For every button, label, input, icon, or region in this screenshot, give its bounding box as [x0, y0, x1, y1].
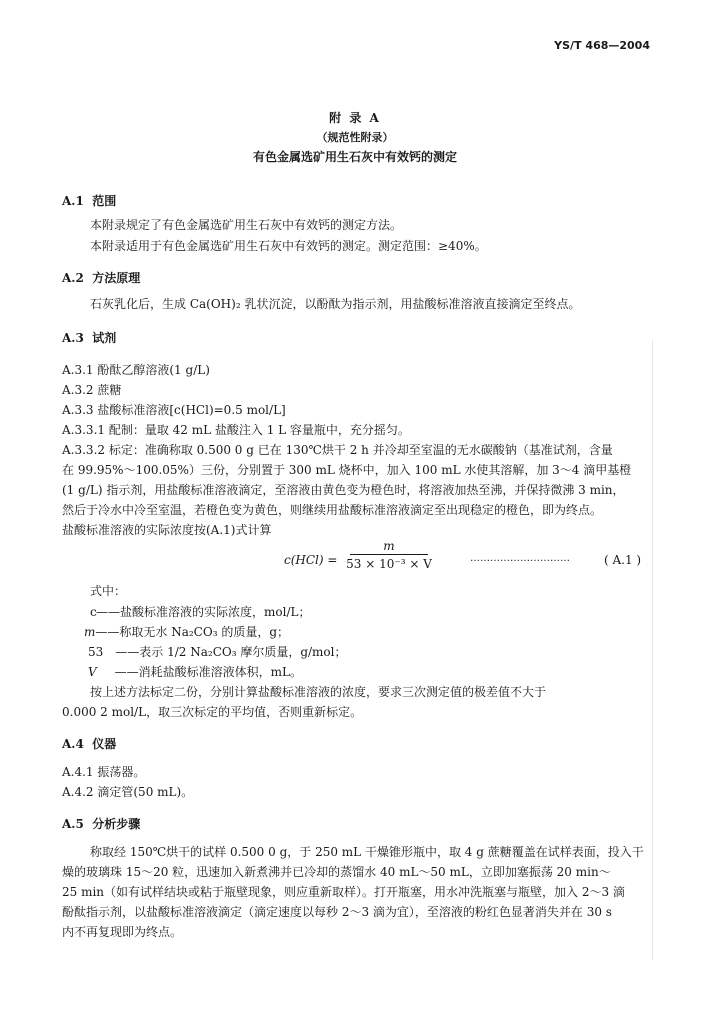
formula-fraction — [344, 540, 434, 570]
variable-row — [84, 626, 289, 638]
annex-type: （规范性附录） — [316, 131, 394, 144]
section-number: A.1 — [62, 194, 84, 208]
section-heading-a5 — [62, 818, 140, 830]
section-number: A.5 — [62, 817, 84, 831]
section-title: 方法原理 — [92, 271, 141, 285]
reagent-item: A.3.1 酚酞乙醇溶液(1 g/L) — [62, 363, 210, 377]
paragraph-line: 然后于冷水中冷至室温，若橙色变为黄色，则继续用盐酸标准溶液滴定至出现稳定的橙色，即为终点。 — [62, 503, 603, 517]
section-heading-a1 — [62, 195, 116, 207]
instrument-item: A.4.1 振荡器。 — [62, 765, 146, 779]
section-title: 仪器 — [92, 737, 117, 751]
instrument-item: A.4.2 滴定管(50 mL)。 — [62, 785, 194, 799]
paragraph-line: 本附录适用于有色金属选矿用生石灰中有效钙的测定。测定范围：≥40%。 — [90, 239, 487, 253]
variable-description: ——称取无水 Na₂CO₃ 的质量，g； — [95, 625, 289, 639]
paragraph-line: 按上述方法标定二份，分别计算盐酸标准溶液的浓度，要求三次测定值的极差值不大于 — [90, 685, 547, 699]
section-heading-a4 — [62, 738, 116, 750]
paragraph-line: 本附录规定了有色金属选矿用生石灰中有效钙的测定方法。 — [90, 218, 403, 232]
formula-leader-dots: ………………………… — [470, 553, 570, 564]
standard-number: YS/T 468—2004 — [554, 39, 650, 52]
section-title: 试剂 — [92, 331, 117, 345]
variable-row — [88, 666, 302, 678]
paragraph-line: (1 g/L) 指示剂，用盐酸标准溶液滴定，至溶液由黄色变为橙色时，将溶液加热至沸，并保持微沸 3 min， — [62, 483, 625, 497]
variable-symbol: V — [88, 665, 97, 679]
paragraph-line: 燥的玻璃珠 15～20 粒，迅速加入新煮沸并已冷却的蒸馏水 40 mL～50 mL，立即加塞振荡 20 min～ — [62, 865, 611, 879]
reagent-item: A.3.3.1 配制：量取 42 mL 盐酸注入 1 L 容量瓶中，充分摇匀。 — [62, 423, 410, 437]
reagent-item: A.3.2 蔗糖 — [62, 383, 122, 397]
variable-description: ——表示 1/2 Na₂CO₃ 摩尔质量，g/mol； — [115, 645, 347, 659]
formula-lhs: c(HCl) = — [284, 553, 338, 567]
formula-denominator: 53 × 10⁻³ × V — [346, 557, 432, 571]
variable-row: c——盐酸标准溶液的实际浓度，mol/L； — [90, 605, 311, 619]
reagent-item: A.3.3 盐酸标准溶液[c(HCl)=0.5 mol/L] — [62, 403, 286, 417]
paragraph-line: 25 min（如有试样结块或粘于瓶壁现象，则应重新取样）。打开瓶塞，用水冲洗瓶塞与瓶壁，加入 2～3 滴 — [62, 885, 625, 899]
variable-symbol: m — [84, 625, 96, 639]
paragraph-line: 称取经 150℃烘干的试样 0.500 0 g，于 250 mL 干燥锥形瓶中，取 4 g 蔗糖覆盖在试样表面，投入干 — [90, 845, 644, 859]
variable-symbol: 53 — [88, 645, 104, 659]
paragraph-line: 0.000 2 mol/L，取三次标定的平均值，否则重新标定。 — [62, 705, 363, 719]
formula-numerator: m — [383, 539, 395, 553]
variable-description: ——盐酸标准溶液的实际浓度，mol/L； — [96, 605, 311, 619]
where-label: 式中： — [90, 584, 127, 598]
paragraph-line: A.3.3.2 标定：准确称取 0.500 0 g 已在 130℃烘干 2 h 并冷却至室温的无水碳酸钠（基准试剂，含量 — [62, 443, 613, 457]
scan-edge-line — [652, 340, 653, 960]
annex-title: 有色金属选矿用生石灰中有效钙的测定 — [252, 150, 457, 164]
section-number: A.4 — [62, 737, 84, 751]
variable-description: ——消耗盐酸标准溶液体积，mL。 — [114, 665, 303, 679]
section-heading-a3 — [62, 332, 116, 344]
section-title: 范围 — [92, 194, 117, 208]
paragraph-line: 盐酸标准溶液的实际浓度按(A.1)式计算 — [62, 523, 272, 537]
paragraph-line: 石灰乳化后，生成 Ca(OH)₂ 乳状沉淀，以酚酞为指示剂，用盐酸标准溶液直接滴定至终点。 — [90, 297, 581, 311]
paragraph-line: 在 99.95%～100.05%）三份，分别置于 300 mL 烧杯中，加入 100 mL 水使其溶解，加 3～4 滴甲基橙 — [62, 463, 632, 477]
paragraph-line: 酚酞指示剂，以盐酸标准溶液滴定（滴定速度以每秒 2～3 滴为宜），至溶液的粉红色显著消失并在 30 s — [62, 905, 612, 919]
paragraph-line: 内不再复现即为终点。 — [62, 925, 183, 939]
formula-number: ( A.1 ) — [604, 553, 642, 567]
section-title: 分析步骤 — [92, 817, 141, 831]
variable-row — [88, 646, 347, 658]
section-number: A.2 — [62, 271, 84, 285]
section-heading-a2 — [62, 272, 140, 284]
section-number: A.3 — [62, 331, 84, 345]
annex-label: 附 录 A — [329, 111, 381, 125]
